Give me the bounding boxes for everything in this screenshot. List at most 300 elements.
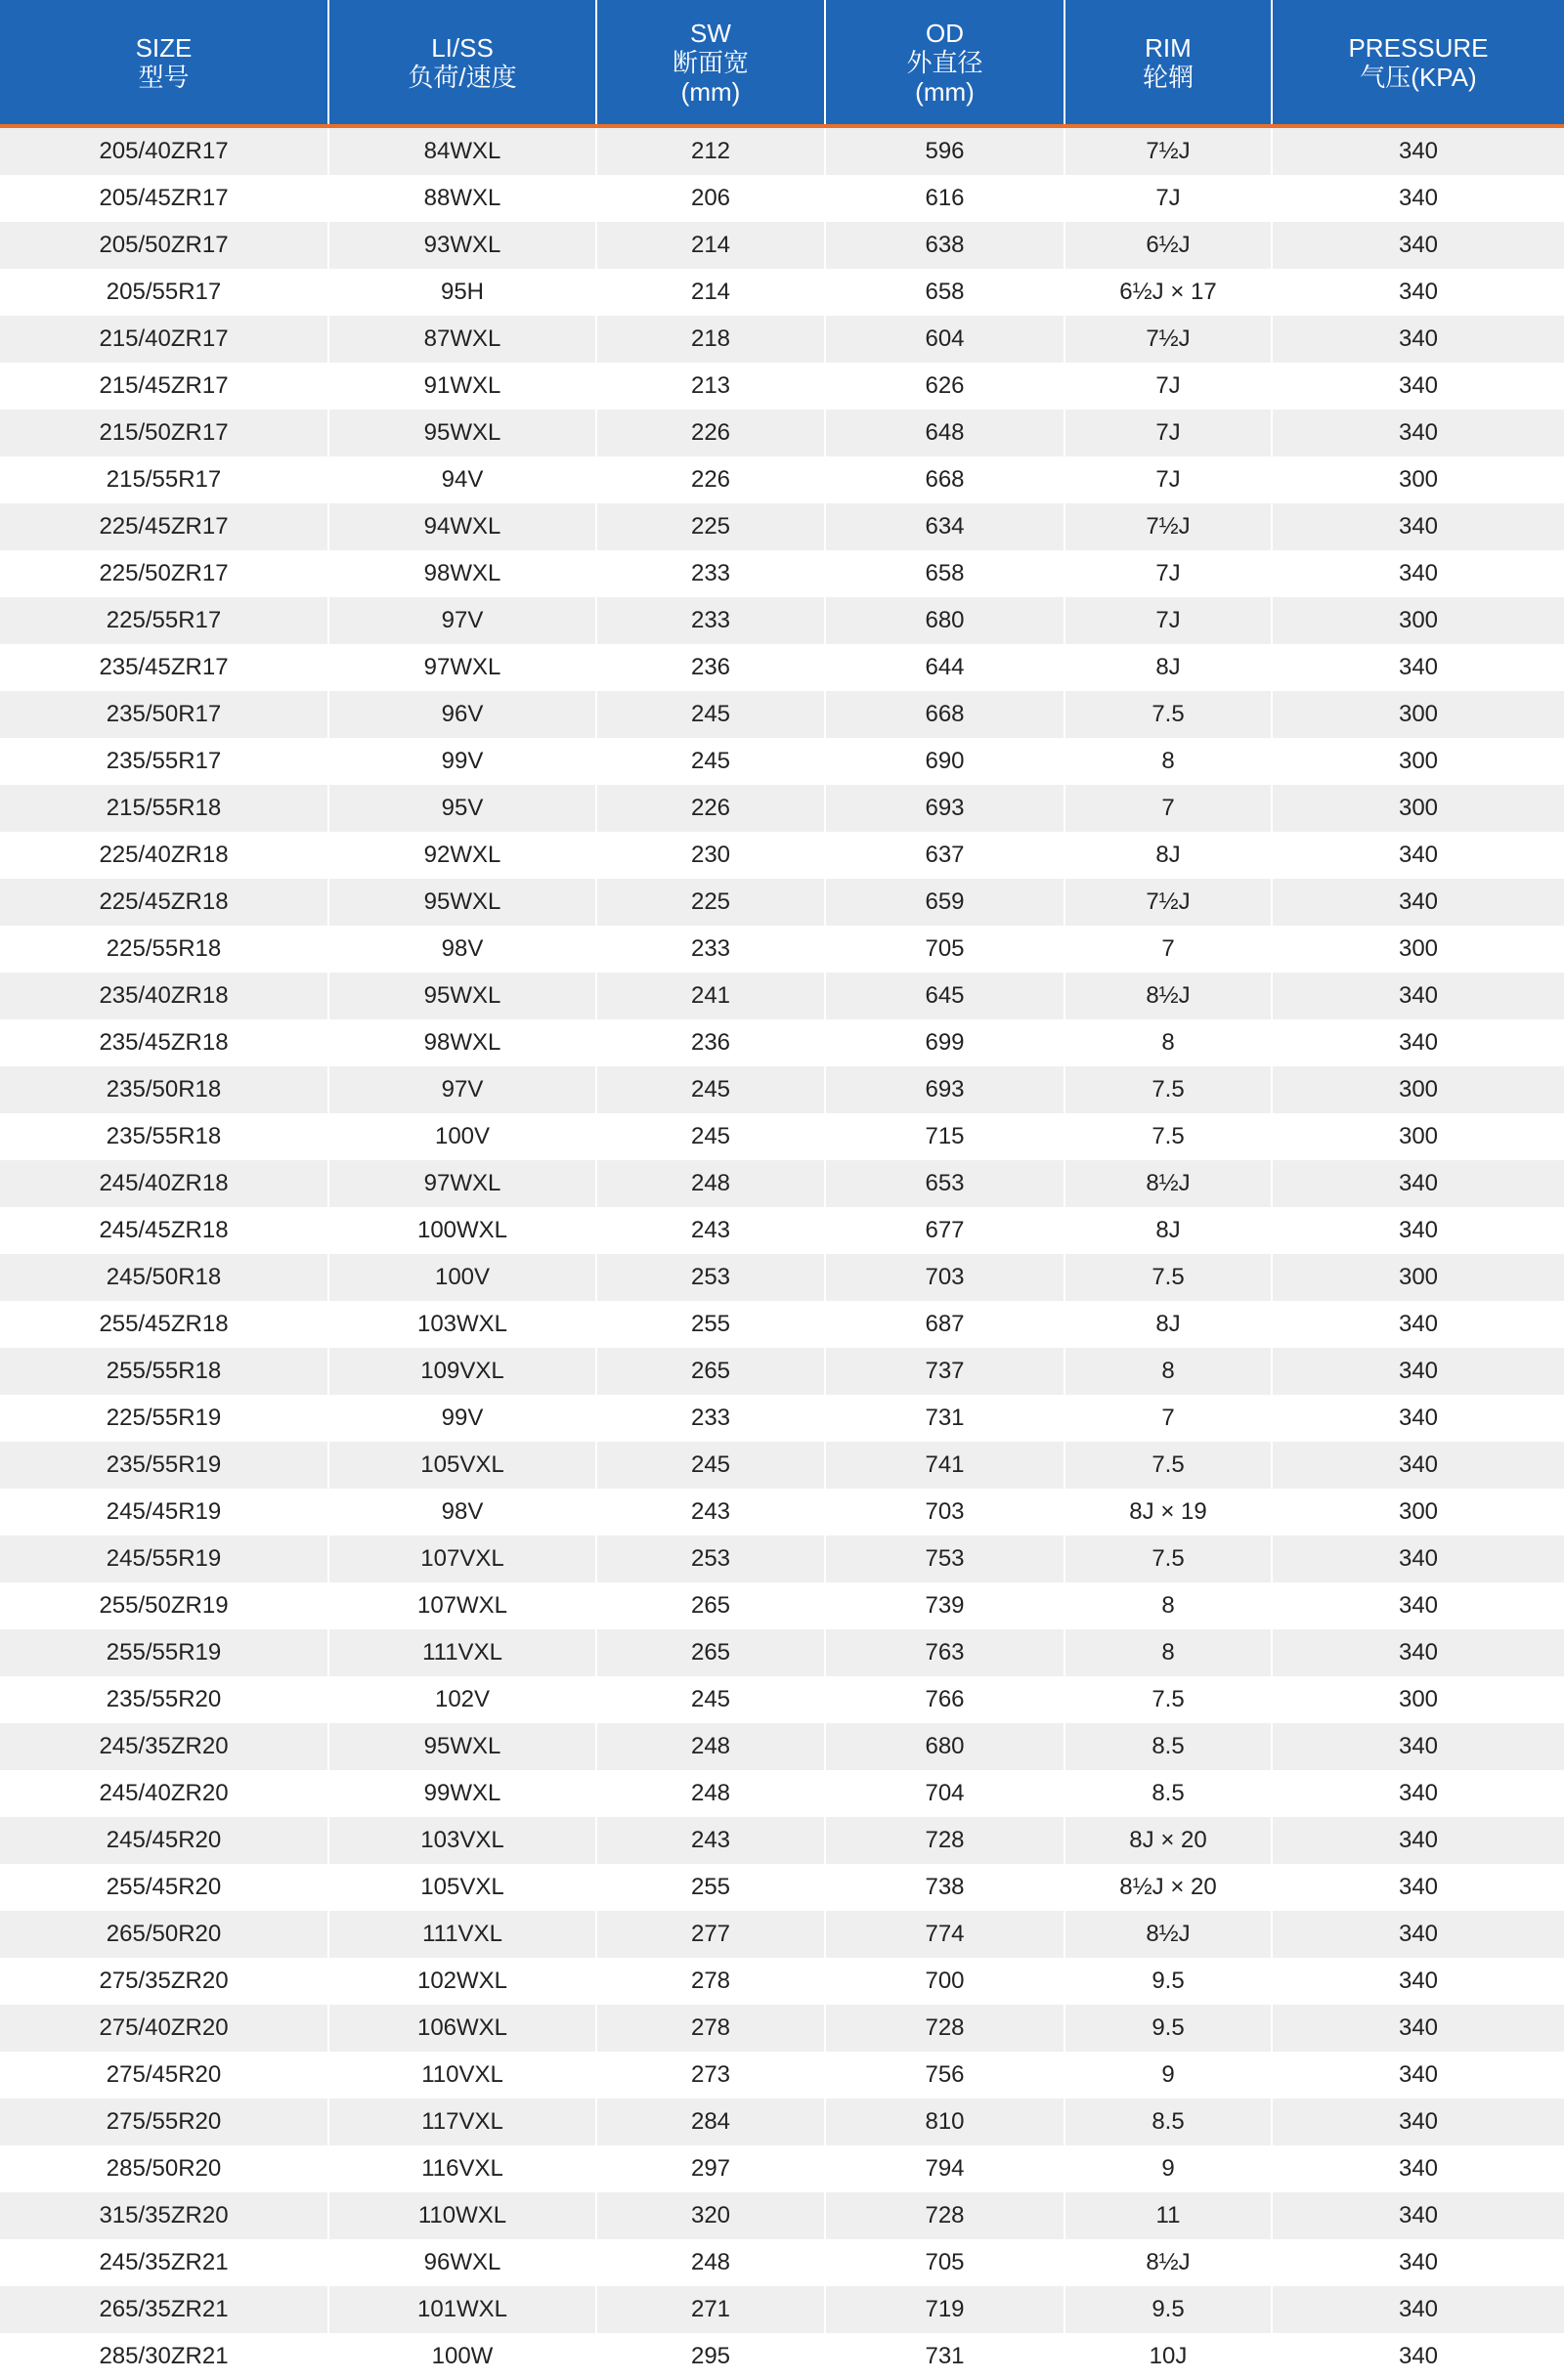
cell-section-width: 245 <box>596 691 825 738</box>
cell-section-width: 245 <box>596 1113 825 1160</box>
table-row <box>0 926 1564 973</box>
cell-pressure: 340 <box>1272 316 1564 363</box>
cell-section-width: 255 <box>596 1301 825 1348</box>
table-row <box>0 1864 1564 1911</box>
cell-section-width: 230 <box>596 832 825 879</box>
cell-section-width: 213 <box>596 363 825 410</box>
cell-section-width: 233 <box>596 926 825 973</box>
cell-pressure: 340 <box>1272 1442 1564 1489</box>
cell-outer-diameter: 634 <box>825 503 1064 550</box>
cell-section-width: 284 <box>596 2099 825 2145</box>
cell-section-width: 295 <box>596 2333 825 2380</box>
cell-rim: 7J <box>1064 456 1272 503</box>
cell-load-speed: 91WXL <box>328 363 596 410</box>
table-header <box>0 0 1564 126</box>
cell-rim: 8 <box>1064 1582 1272 1629</box>
cell-pressure: 340 <box>1272 363 1564 410</box>
cell-size: 205/50ZR17 <box>0 222 328 269</box>
cell-size: 255/55R19 <box>0 1629 328 1676</box>
cell-size: 215/40ZR17 <box>0 316 328 363</box>
cell-rim: 8½J <box>1064 1160 1272 1207</box>
cell-section-width: 245 <box>596 1676 825 1723</box>
cell-size: 235/55R20 <box>0 1676 328 1723</box>
cell-pressure: 340 <box>1272 550 1564 597</box>
cell-load-speed: 103WXL <box>328 1301 596 1348</box>
cell-rim: 8J <box>1064 1207 1272 1254</box>
header-outer-diameter-unit: (mm) <box>915 76 975 107</box>
cell-rim: 8 <box>1064 1629 1272 1676</box>
cell-pressure: 340 <box>1272 2145 1564 2192</box>
cell-outer-diameter: 700 <box>825 1958 1064 2005</box>
cell-rim: 8½J <box>1064 973 1272 1019</box>
cell-section-width: 243 <box>596 1489 825 1536</box>
cell-size: 205/55R17 <box>0 269 328 316</box>
cell-outer-diameter: 638 <box>825 222 1064 269</box>
table-row <box>0 316 1564 363</box>
cell-pressure: 340 <box>1272 1207 1564 1254</box>
cell-pressure: 340 <box>1272 1864 1564 1911</box>
table-row <box>0 2239 1564 2286</box>
cell-outer-diameter: 626 <box>825 363 1064 410</box>
table-row <box>0 1958 1564 2005</box>
cell-load-speed: 106WXL <box>328 2005 596 2052</box>
cell-pressure: 340 <box>1272 503 1564 550</box>
table-row <box>0 1395 1564 1442</box>
cell-rim: 7J <box>1064 363 1272 410</box>
cell-size: 285/30ZR21 <box>0 2333 328 2380</box>
cell-outer-diameter: 668 <box>825 456 1064 503</box>
cell-size: 215/45ZR17 <box>0 363 328 410</box>
cell-rim: 9.5 <box>1064 2286 1272 2333</box>
header-load-speed <box>328 0 596 126</box>
cell-load-speed: 100V <box>328 1254 596 1301</box>
cell-section-width: 236 <box>596 1019 825 1066</box>
cell-load-speed: 98V <box>328 1489 596 1536</box>
cell-pressure: 300 <box>1272 456 1564 503</box>
table-row <box>0 1536 1564 1582</box>
cell-rim: 7J <box>1064 410 1272 456</box>
cell-load-speed: 102V <box>328 1676 596 1723</box>
cell-pressure: 340 <box>1272 269 1564 316</box>
cell-load-speed: 101WXL <box>328 2286 596 2333</box>
cell-section-width: 226 <box>596 456 825 503</box>
table-row <box>0 1301 1564 1348</box>
cell-pressure: 340 <box>1272 2286 1564 2333</box>
table-row <box>0 456 1564 503</box>
cell-load-speed: 110WXL <box>328 2192 596 2239</box>
cell-rim: 8J × 20 <box>1064 1817 1272 1864</box>
cell-outer-diameter: 616 <box>825 175 1064 222</box>
header-outer-diameter <box>825 0 1064 126</box>
cell-section-width: 245 <box>596 1442 825 1489</box>
header-load-speed-en: LI/SS <box>431 32 494 63</box>
cell-outer-diameter: 705 <box>825 2239 1064 2286</box>
table-row <box>0 2286 1564 2333</box>
cell-load-speed: 105VXL <box>328 1864 596 1911</box>
cell-section-width: 245 <box>596 738 825 785</box>
header-outer-diameter-en: OD <box>926 18 964 48</box>
cell-pressure: 340 <box>1272 1817 1564 1864</box>
cell-pressure: 340 <box>1272 2005 1564 2052</box>
table-row <box>0 1582 1564 1629</box>
cell-pressure: 340 <box>1272 1723 1564 1770</box>
cell-pressure: 300 <box>1272 1676 1564 1723</box>
cell-size: 215/50ZR17 <box>0 410 328 456</box>
cell-section-width: 218 <box>596 316 825 363</box>
cell-outer-diameter: 658 <box>825 269 1064 316</box>
cell-size: 255/55R18 <box>0 1348 328 1395</box>
cell-section-width: 278 <box>596 2005 825 2052</box>
cell-pressure: 300 <box>1272 1066 1564 1113</box>
cell-load-speed: 95WXL <box>328 973 596 1019</box>
cell-outer-diameter: 687 <box>825 1301 1064 1348</box>
cell-outer-diameter: 741 <box>825 1442 1064 1489</box>
cell-section-width: 320 <box>596 2192 825 2239</box>
cell-section-width: 214 <box>596 222 825 269</box>
cell-load-speed: 97WXL <box>328 1160 596 1207</box>
cell-rim: 6½J <box>1064 222 1272 269</box>
table-row <box>0 269 1564 316</box>
cell-outer-diameter: 596 <box>825 126 1064 175</box>
header-pressure <box>1272 0 1564 126</box>
cell-outer-diameter: 763 <box>825 1629 1064 1676</box>
cell-outer-diameter: 677 <box>825 1207 1064 1254</box>
cell-rim: 9 <box>1064 2052 1272 2099</box>
cell-size: 255/45R20 <box>0 1864 328 1911</box>
cell-section-width: 233 <box>596 550 825 597</box>
cell-size: 275/55R20 <box>0 2099 328 2145</box>
cell-load-speed: 103VXL <box>328 1817 596 1864</box>
cell-load-speed: 94WXL <box>328 503 596 550</box>
table-row <box>0 973 1564 1019</box>
cell-outer-diameter: 693 <box>825 1066 1064 1113</box>
cell-load-speed: 98WXL <box>328 550 596 597</box>
cell-section-width: 206 <box>596 175 825 222</box>
cell-pressure: 340 <box>1272 832 1564 879</box>
header-outer-diameter-cn: 外直径 <box>906 47 983 77</box>
cell-rim: 7½J <box>1064 503 1272 550</box>
table-row <box>0 1723 1564 1770</box>
cell-outer-diameter: 668 <box>825 691 1064 738</box>
cell-rim: 7J <box>1064 550 1272 597</box>
cell-size: 245/55R19 <box>0 1536 328 1582</box>
cell-rim: 7J <box>1064 597 1272 644</box>
cell-size: 235/40ZR18 <box>0 973 328 1019</box>
cell-load-speed: 96WXL <box>328 2239 596 2286</box>
cell-size: 235/45ZR17 <box>0 644 328 691</box>
table-row <box>0 126 1564 175</box>
header-rim <box>1064 0 1272 126</box>
cell-load-speed: 95H <box>328 269 596 316</box>
table-row <box>0 175 1564 222</box>
cell-outer-diameter: 728 <box>825 2192 1064 2239</box>
cell-pressure: 340 <box>1272 2052 1564 2099</box>
cell-outer-diameter: 728 <box>825 2005 1064 2052</box>
table-row <box>0 410 1564 456</box>
cell-pressure: 300 <box>1272 1113 1564 1160</box>
table-row <box>0 1629 1564 1676</box>
header-load-speed-cn: 负荷/速度 <box>408 62 517 92</box>
cell-outer-diameter: 645 <box>825 973 1064 1019</box>
cell-rim: 9.5 <box>1064 1958 1272 2005</box>
cell-size: 225/50ZR17 <box>0 550 328 597</box>
cell-load-speed: 105VXL <box>328 1442 596 1489</box>
header-size-cn: 型号 <box>138 62 190 92</box>
cell-rim: 8.5 <box>1064 1723 1272 1770</box>
cell-size: 255/45ZR18 <box>0 1301 328 1348</box>
cell-load-speed: 107WXL <box>328 1582 596 1629</box>
cell-pressure: 340 <box>1272 2192 1564 2239</box>
cell-size: 235/50R17 <box>0 691 328 738</box>
table-row <box>0 1207 1564 1254</box>
header-rim-en: RIM <box>1145 32 1192 63</box>
cell-outer-diameter: 753 <box>825 1536 1064 1582</box>
cell-pressure: 340 <box>1272 1958 1564 2005</box>
cell-section-width: 245 <box>596 1066 825 1113</box>
cell-rim: 8J <box>1064 1301 1272 1348</box>
cell-load-speed: 100V <box>328 1113 596 1160</box>
cell-pressure: 340 <box>1272 1770 1564 1817</box>
cell-load-speed: 100WXL <box>328 1207 596 1254</box>
cell-load-speed: 111VXL <box>328 1629 596 1676</box>
cell-size: 275/35ZR20 <box>0 1958 328 2005</box>
cell-size: 235/55R17 <box>0 738 328 785</box>
cell-outer-diameter: 737 <box>825 1348 1064 1395</box>
cell-rim: 8½J <box>1064 2239 1272 2286</box>
cell-load-speed: 95V <box>328 785 596 832</box>
cell-size: 245/45R19 <box>0 1489 328 1536</box>
cell-pressure: 340 <box>1272 879 1564 926</box>
cell-load-speed: 102WXL <box>328 1958 596 2005</box>
cell-rim: 10J <box>1064 2333 1272 2380</box>
cell-load-speed: 111VXL <box>328 1911 596 1958</box>
table-row <box>0 503 1564 550</box>
cell-size: 275/45R20 <box>0 2052 328 2099</box>
cell-outer-diameter: 699 <box>825 1019 1064 1066</box>
cell-pressure: 300 <box>1272 691 1564 738</box>
cell-size: 225/55R19 <box>0 1395 328 1442</box>
cell-load-speed: 110VXL <box>328 2052 596 2099</box>
cell-rim: 6½J × 17 <box>1064 269 1272 316</box>
header-pressure-cn: 气压(KPA) <box>1360 62 1477 92</box>
cell-pressure: 340 <box>1272 1019 1564 1066</box>
cell-pressure: 340 <box>1272 126 1564 175</box>
cell-section-width: 278 <box>596 1958 825 2005</box>
header-pressure-en: PRESSURE <box>1348 32 1489 63</box>
table-row <box>0 1019 1564 1066</box>
cell-section-width: 248 <box>596 1770 825 1817</box>
cell-pressure: 300 <box>1272 738 1564 785</box>
table-row <box>0 1911 1564 1958</box>
cell-section-width: 241 <box>596 973 825 1019</box>
cell-outer-diameter: 704 <box>825 1770 1064 1817</box>
cell-outer-diameter: 810 <box>825 2099 1064 2145</box>
cell-rim: 7½J <box>1064 126 1272 175</box>
cell-section-width: 297 <box>596 2145 825 2192</box>
cell-rim: 8.5 <box>1064 2099 1272 2145</box>
cell-section-width: 277 <box>596 1911 825 1958</box>
cell-load-speed: 96V <box>328 691 596 738</box>
cell-outer-diameter: 766 <box>825 1676 1064 1723</box>
cell-outer-diameter: 680 <box>825 1723 1064 1770</box>
cell-rim: 8J <box>1064 644 1272 691</box>
cell-pressure: 300 <box>1272 1489 1564 1536</box>
cell-pressure: 300 <box>1272 597 1564 644</box>
cell-section-width: 225 <box>596 879 825 926</box>
cell-pressure: 340 <box>1272 1160 1564 1207</box>
cell-rim: 7.5 <box>1064 691 1272 738</box>
cell-outer-diameter: 693 <box>825 785 1064 832</box>
cell-rim: 7 <box>1064 785 1272 832</box>
cell-outer-diameter: 658 <box>825 550 1064 597</box>
cell-size: 315/35ZR20 <box>0 2192 328 2239</box>
cell-load-speed: 99WXL <box>328 1770 596 1817</box>
cell-outer-diameter: 705 <box>825 926 1064 973</box>
cell-size: 265/50R20 <box>0 1911 328 1958</box>
table-row <box>0 2099 1564 2145</box>
cell-rim: 7 <box>1064 1395 1272 1442</box>
cell-section-width: 248 <box>596 1160 825 1207</box>
cell-rim: 7J <box>1064 175 1272 222</box>
cell-outer-diameter: 738 <box>825 1864 1064 1911</box>
cell-pressure: 340 <box>1272 644 1564 691</box>
cell-rim: 8J <box>1064 832 1272 879</box>
cell-rim: 7½J <box>1064 316 1272 363</box>
table-row <box>0 785 1564 832</box>
cell-rim: 7.5 <box>1064 1536 1272 1582</box>
cell-outer-diameter: 731 <box>825 2333 1064 2380</box>
cell-pressure: 340 <box>1272 222 1564 269</box>
cell-rim: 8½J <box>1064 1911 1272 1958</box>
cell-outer-diameter: 731 <box>825 1395 1064 1442</box>
header-section-width <box>596 0 825 126</box>
cell-section-width: 225 <box>596 503 825 550</box>
table-row <box>0 879 1564 926</box>
cell-rim: 11 <box>1064 2192 1272 2239</box>
cell-outer-diameter: 739 <box>825 1582 1064 1629</box>
cell-size: 235/50R18 <box>0 1066 328 1113</box>
cell-pressure: 340 <box>1272 1629 1564 1676</box>
cell-pressure: 340 <box>1272 1301 1564 1348</box>
cell-outer-diameter: 690 <box>825 738 1064 785</box>
cell-outer-diameter: 659 <box>825 879 1064 926</box>
header-section-width-en: SW <box>690 18 731 48</box>
cell-rim: 7.5 <box>1064 1254 1272 1301</box>
cell-section-width: 253 <box>596 1536 825 1582</box>
cell-size: 245/40ZR20 <box>0 1770 328 1817</box>
cell-section-width: 248 <box>596 1723 825 1770</box>
cell-section-width: 253 <box>596 1254 825 1301</box>
cell-rim: 7 <box>1064 926 1272 973</box>
cell-rim: 7½J <box>1064 879 1272 926</box>
cell-outer-diameter: 648 <box>825 410 1064 456</box>
cell-rim: 7.5 <box>1064 1676 1272 1723</box>
cell-load-speed: 107VXL <box>328 1536 596 1582</box>
cell-size: 225/45ZR18 <box>0 879 328 926</box>
table-row <box>0 1817 1564 1864</box>
cell-load-speed: 84WXL <box>328 126 596 175</box>
cell-rim: 7.5 <box>1064 1066 1272 1113</box>
cell-section-width: 273 <box>596 2052 825 2099</box>
table-row <box>0 1348 1564 1395</box>
table-row <box>0 1676 1564 1723</box>
table-row <box>0 691 1564 738</box>
cell-load-speed: 109VXL <box>328 1348 596 1395</box>
cell-section-width: 212 <box>596 126 825 175</box>
cell-load-speed: 100W <box>328 2333 596 2380</box>
cell-load-speed: 92WXL <box>328 832 596 879</box>
cell-size: 285/50R20 <box>0 2145 328 2192</box>
table-row <box>0 222 1564 269</box>
table-row <box>0 2005 1564 2052</box>
header-row <box>0 0 1564 126</box>
cell-load-speed: 88WXL <box>328 175 596 222</box>
cell-load-speed: 99V <box>328 738 596 785</box>
cell-rim: 9 <box>1064 2145 1272 2192</box>
table-row <box>0 2145 1564 2192</box>
table-row <box>0 2192 1564 2239</box>
cell-rim: 8 <box>1064 738 1272 785</box>
header-section-width-unit: (mm) <box>680 76 741 107</box>
table-row <box>0 597 1564 644</box>
cell-rim: 9.5 <box>1064 2005 1272 2052</box>
cell-size: 245/45ZR18 <box>0 1207 328 1254</box>
cell-section-width: 214 <box>596 269 825 316</box>
cell-rim: 8J × 19 <box>1064 1489 1272 1536</box>
cell-size: 205/45ZR17 <box>0 175 328 222</box>
header-size <box>0 0 328 126</box>
cell-size: 245/35ZR20 <box>0 1723 328 1770</box>
table-row <box>0 2052 1564 2099</box>
table-row <box>0 832 1564 879</box>
cell-outer-diameter: 756 <box>825 2052 1064 2099</box>
header-size-en: SIZE <box>135 32 193 63</box>
cell-size: 245/35ZR21 <box>0 2239 328 2286</box>
header-rim-cn: 轮辋 <box>1142 62 1194 92</box>
cell-size: 275/40ZR20 <box>0 2005 328 2052</box>
table-row <box>0 2333 1564 2380</box>
cell-section-width: 233 <box>596 597 825 644</box>
cell-outer-diameter: 774 <box>825 1911 1064 1958</box>
cell-outer-diameter: 680 <box>825 597 1064 644</box>
cell-size: 225/45ZR17 <box>0 503 328 550</box>
cell-section-width: 243 <box>596 1207 825 1254</box>
cell-load-speed: 98V <box>328 926 596 973</box>
cell-size: 225/55R17 <box>0 597 328 644</box>
cell-section-width: 265 <box>596 1582 825 1629</box>
cell-pressure: 340 <box>1272 175 1564 222</box>
cell-size: 245/40ZR18 <box>0 1160 328 1207</box>
header-section-width-cn: 断面宽 <box>672 47 749 77</box>
cell-rim: 8½J × 20 <box>1064 1864 1272 1911</box>
cell-load-speed: 87WXL <box>328 316 596 363</box>
cell-pressure: 300 <box>1272 926 1564 973</box>
cell-section-width: 226 <box>596 410 825 456</box>
cell-size: 235/45ZR18 <box>0 1019 328 1066</box>
cell-section-width: 255 <box>596 1864 825 1911</box>
cell-load-speed: 94V <box>328 456 596 503</box>
table-row <box>0 550 1564 597</box>
cell-outer-diameter: 728 <box>825 1817 1064 1864</box>
cell-section-width: 243 <box>596 1817 825 1864</box>
cell-pressure: 340 <box>1272 2333 1564 2380</box>
cell-pressure: 340 <box>1272 2239 1564 2286</box>
cell-rim: 8 <box>1064 1019 1272 1066</box>
cell-pressure: 300 <box>1272 1254 1564 1301</box>
cell-size: 235/55R18 <box>0 1113 328 1160</box>
cell-rim: 7.5 <box>1064 1113 1272 1160</box>
cell-load-speed: 116VXL <box>328 2145 596 2192</box>
